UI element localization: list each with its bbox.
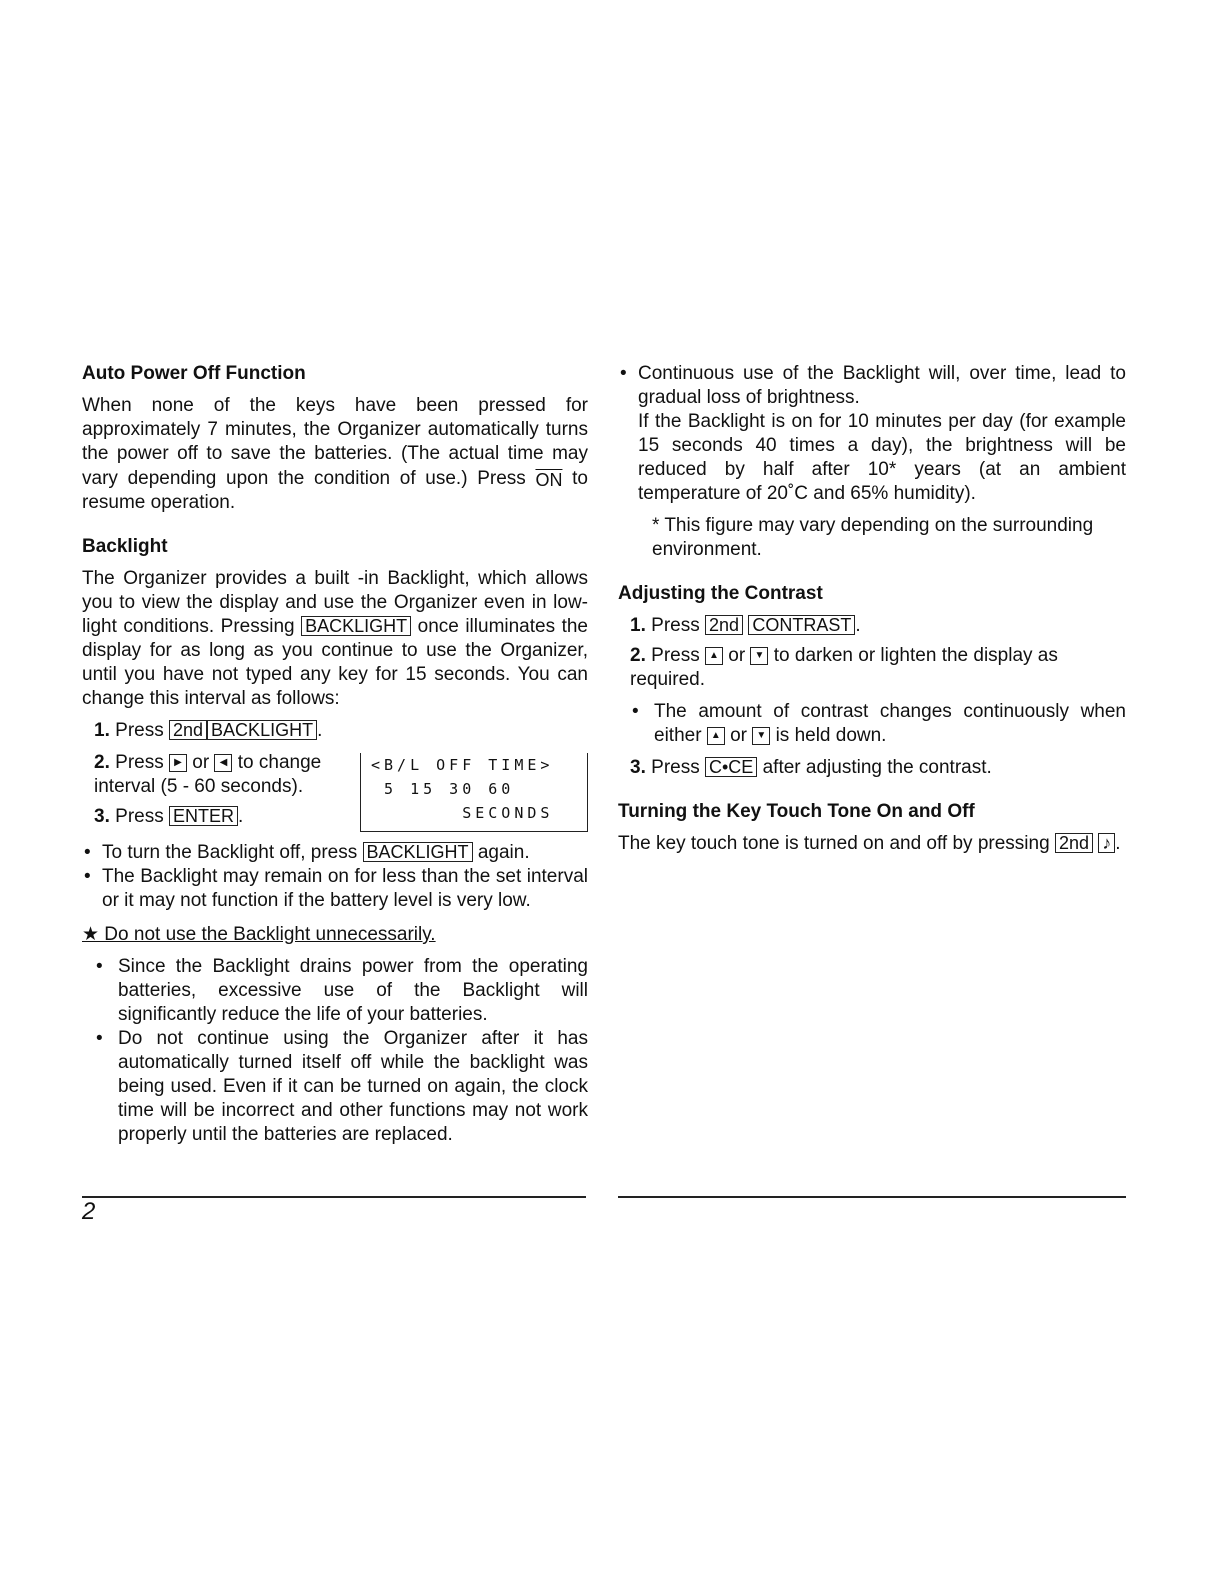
up-arrow-icon: ▲	[707, 727, 725, 745]
footnote: * This figure may vary depending on the surrounding environment.	[652, 515, 1094, 560]
lcd-line-3: SECONDS	[371, 804, 554, 822]
contrast-sublist	[618, 700, 1126, 748]
left-column	[82, 362, 588, 1147]
cce-key: C•CE	[705, 757, 757, 777]
list-item: • Do not continue using the Organizer after it has automatically turned itself off while the backlight was being used. Even if it can be turned on again, the clock time will be incorrect and other functions may not work properly until the batteries are replaced.	[82, 1027, 588, 1147]
backlight-heading: Backlight	[82, 536, 168, 557]
contrast-step-3: 3. Press C•CE after adjusting the contrast.	[630, 757, 992, 778]
2nd-key: 2nd	[169, 720, 207, 740]
down-arrow-icon: ▼	[752, 727, 770, 745]
backlight-step-2: 2. Press ▶ or ◀ to change interval (5 - 60 seconds).	[94, 752, 322, 797]
backlight-body: The Organizer provides a built -in Backlight, which allows you to view the display and use the Organizer even in low-light conditions. Pressing BACKLIGHT once illuminates the display for as long as you continue to use the Organizer, until you have not typed any key for 15 seconds. You can change this interval as follows:	[82, 568, 589, 709]
right-column	[618, 362, 1126, 856]
caution-title: ★ Do not use the Backlight unnecessarily.	[82, 924, 436, 945]
down-arrow-icon: ▼	[750, 647, 768, 665]
right-footer-rule	[618, 1196, 1126, 1198]
page-number: 2	[82, 1198, 96, 1225]
up-arrow-icon: ▲	[705, 647, 723, 665]
list-item: • Continuous use of the Backlight will, over time, lead to gradual loss of brightness. If the Backlight is on for 10 minutes per day (for example 15 seconds 40 times a day), the brightness will be reduced by half after 10* years (at an ambient temperature of 20˚C and 65% humidity).	[618, 362, 1126, 506]
backlight-key: BACKLIGHT	[207, 720, 317, 740]
continuous-note	[618, 362, 1126, 506]
contrast-step-2: 2. Press ▲ or ▼ to darken or lighten the display as required.	[630, 645, 1058, 690]
backlight-key: BACKLIGHT	[301, 616, 411, 636]
left-footer-rule	[82, 1196, 586, 1198]
enter-key: ENTER	[169, 806, 238, 826]
auto-power-heading: Auto Power Off Function	[82, 363, 306, 384]
backlight-step-3: 3. Press ENTER .	[94, 806, 244, 827]
lcd-line-2: 5 15 30 60	[371, 780, 515, 798]
backlight-steps	[82, 719, 588, 831]
list-item: • Since the Backlight drains power from the operating batteries, excessive use of the Backlight will significantly reduce the life of your batteries.	[82, 955, 588, 1027]
contrast-heading: Adjusting the Contrast	[618, 583, 823, 604]
contrast-key: CONTRAST	[748, 615, 855, 635]
tone-body: The key touch tone is turned on and off by pressing 2nd ♪ .	[618, 833, 1121, 854]
backlight-step-1: 1. Press 2nd BACKLIGHT .	[94, 720, 323, 741]
list-item: • To turn the Backlight off, press BACKLIGHT again.	[82, 841, 588, 865]
lcd-display	[360, 753, 588, 832]
right-arrow-icon: ▶	[169, 754, 187, 772]
backlight-key: BACKLIGHT	[363, 842, 473, 862]
on-key: $\overline{ON}$	[535, 470, 563, 490]
list-item: • The amount of contrast changes continuously when either ▲ or ▼ is held down.	[618, 700, 1126, 748]
tone-heading: Turning the Key Touch Tone On and Off	[618, 801, 975, 822]
caution-list	[82, 955, 588, 1147]
auto-power-body: When none of the keys have been pressed for approximately 7 minutes, the Organizer automatically turns the power off to save the batteries. (The actual time may vary depending upon the condition of use.) Press $\overline{ON}$ to resume operation.	[82, 395, 589, 513]
list-item: • The Backlight may remain on for less than the set interval or it may not function if the battery level is very low.	[82, 865, 588, 913]
2nd-key: 2nd	[1055, 833, 1093, 853]
2nd-key: 2nd	[705, 615, 743, 635]
music-note-icon: ♪	[1098, 833, 1115, 853]
lcd-line-1: <B/L OFF TIME>	[371, 756, 554, 774]
backlight-notes	[82, 841, 588, 913]
left-arrow-icon: ◀	[214, 754, 232, 772]
contrast-step-1: 1. Press 2nd CONTRAST .	[630, 615, 861, 636]
